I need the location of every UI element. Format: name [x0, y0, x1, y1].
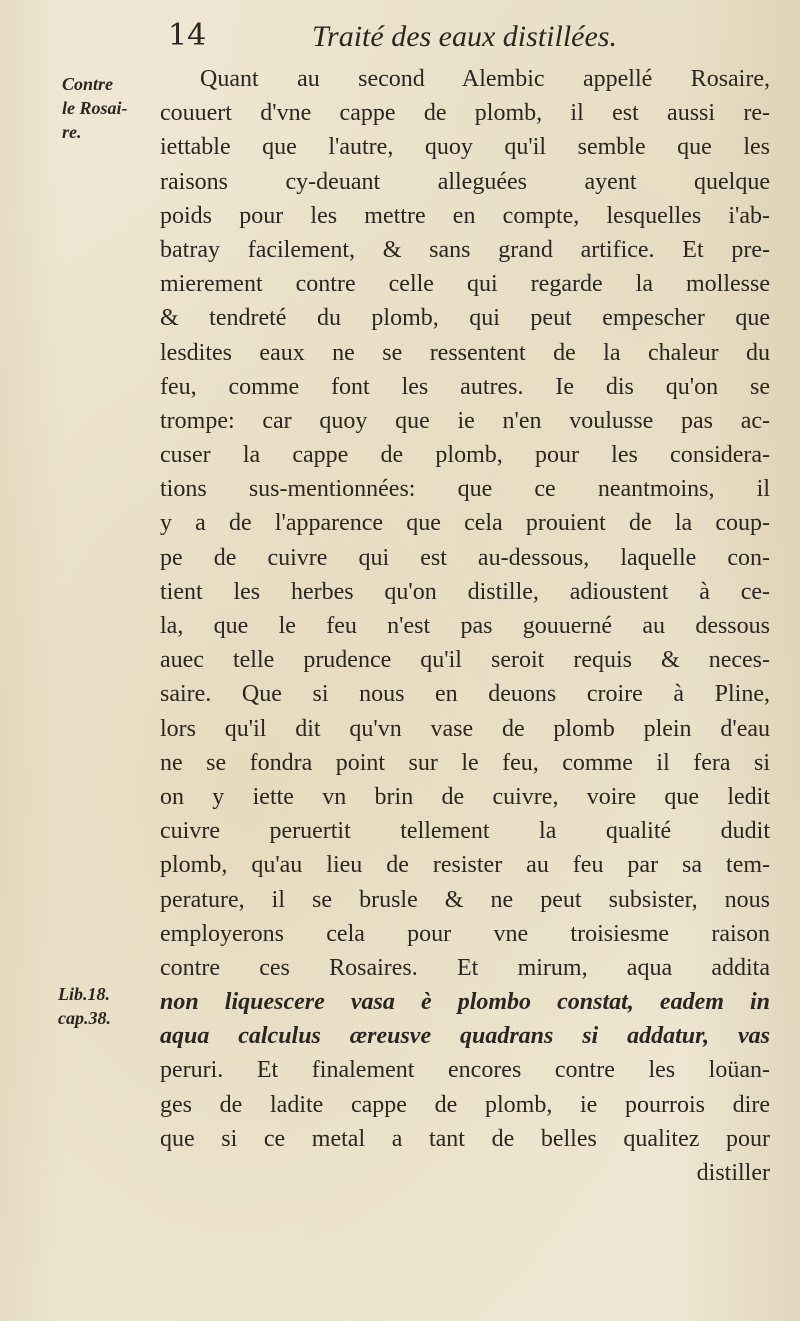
latin-quote-line: non liquescere vasa è plombo constat, eadem in — [160, 989, 770, 1016]
text-line: tions sus-mentionnées: que ce neantmoins, il — [160, 476, 770, 503]
text-line: peruri. Et finalement encores contre les loüan- — [160, 1057, 770, 1084]
margin-note-line: Contre — [62, 74, 114, 94]
running-title: Traité des eaux distillées. — [312, 20, 617, 53]
text-line: lors qu'il dit qu'vn vase de plomb plein d'eau — [160, 715, 770, 742]
text-line: ne se fondra point sur le feu, comme il fera si — [160, 749, 770, 776]
text-line: lesdites eaux ne se ressentent de la chaleur du — [160, 339, 770, 366]
text-line: pe de cuivre qui est au-dessous, laquelle con- — [160, 544, 770, 571]
text-line: contre ces Rosaires. Et mirum, aqua addita — [160, 954, 770, 981]
text-line: & tendreté du plomb, qui peut empescher que — [160, 305, 770, 332]
text-line: ges de ladite cappe de plomb, ie pourrois dire — [160, 1091, 770, 1118]
text-line: iettable que l'autre, quoy qu'il semble que les — [160, 134, 770, 161]
text-line: saire. Que si nous en deuons croire à Pline, — [160, 681, 770, 708]
text-line: raisons cy-deuant alleguées ayent quelque — [160, 168, 770, 195]
body-text — [160, 62, 770, 1190]
text-line: Quant au second Alembic appellé Rosaire, — [200, 66, 770, 92]
margin-note-contre-rosaire — [62, 72, 128, 144]
text-line: feu, comme font les autres. Ie dis qu'on se — [160, 373, 770, 400]
text-line: mierement contre celle qui regarde la mollesse — [160, 271, 770, 298]
page-header — [168, 18, 768, 64]
text-line: on y iette vn brin de cuivre, voire que ledit — [160, 783, 770, 810]
text-line: couuert d'vne cappe de plomb, il est aussi re- — [160, 100, 770, 127]
text-line: employerons cela pour vne troisiesme raison — [160, 920, 770, 947]
text-line: trompe: car quoy que ie n'en voulusse pas ac- — [160, 407, 770, 434]
text-line: plomb, qu'au lieu de resister au feu par sa tem- — [160, 852, 770, 879]
margin-note-line: cap.38. — [58, 1008, 111, 1028]
text-line: cuser la cappe de plomb, pour les considera- — [160, 442, 770, 469]
text-line: poids pour les mettre en compte, lesquelles i'ab- — [160, 202, 770, 229]
text-line: tient les herbes qu'on distille, adioustent à ce- — [160, 578, 770, 605]
text-line: y a de l'apparence que cela prouient de la coup- — [160, 510, 770, 537]
text-line: auec telle prudence qu'il seroit requis & neces- — [160, 647, 770, 674]
latin-quote-line: aqua calculus æreusve quadrans si addatur, vas — [160, 1023, 770, 1050]
margin-note-line: Lib.18. — [58, 984, 110, 1004]
text-line: la, que le feu n'est pas gouuerné au dessous — [160, 613, 770, 639]
margin-note-pliny-reference — [58, 982, 111, 1030]
catchword: distiller — [696, 1160, 770, 1186]
text-line: perature, il se brusle & ne peut subsister, nous — [160, 886, 770, 913]
margin-note-line: re. — [62, 122, 82, 142]
text-line: cuivre peruertit tellement la qualité dudit — [160, 818, 770, 845]
text-line: que si ce metal a tant de belles qualitez pour — [160, 1125, 770, 1152]
margin-note-line: le Rosai- — [62, 98, 128, 118]
page-number: 14 — [168, 18, 207, 53]
text-line: batray facilement, & sans grand artifice. Et pre- — [160, 236, 770, 263]
